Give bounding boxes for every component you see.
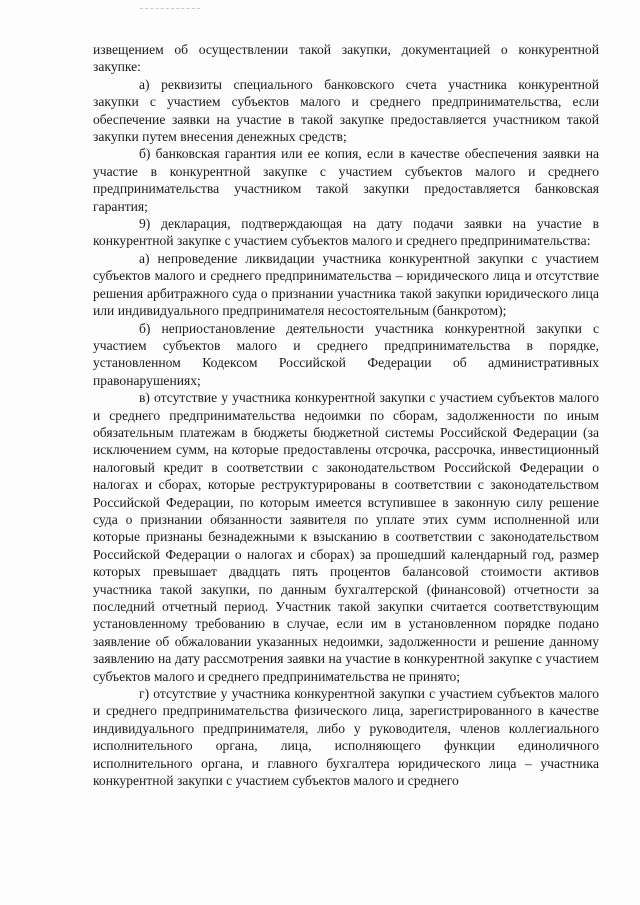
paragraph-item-b-bank-guarantee: б) банковская гарантия или ее копия, если в качестве обеспечения заявки на участие в конкурентной закупке с участием субъектов малого и среднего предпринимательства участником такой закупки предоставляется банковская гарантия; [93, 146, 599, 214]
paragraph-item-v-no-arrears: в) отсутствие у участника конкурентной закупки с участием субъектов малого и среднего предпринимательства недоимки по сборам, задолженности по иным обязательным платежам в бюджеты бюджетной системы Российской Федерации (за исключением сумм, на которые предоставлены отсрочка, рассрочка, инвестиционный налоговый кредит в соответствии с законодательством Российской Федерации о налогах и сборах, которые реструктурированы в соответствии с законодательством Российской Федерации, по которым имеется вступившее в законную силу решение суда о признании обязанности заявителя по уплате этих сумм исполненной или которые признаны безнадежными к взысканию в соответствии с законодательством Российской Федерации о налогах и сборах) за прошедший календарный год, размер которых превышает двадцать пять процентов балансовой стоимости активов участника такой закупки, по данным бухгалтерской (финансовой) отчетности за последний отчетный период. Участник такой закупки считается соответствующим установленному требованию в случае, если им в установленном порядке подано заявление об обжаловании указанных недоимки, задолженности и решение данному заявлению на дату рассмотрения заявки на участие в конкурентной закупке с участием субъектов малого и среднего предпринимательства не принято; [93, 390, 599, 684]
paragraph-item-9-declaration: 9) декларация, подтверждающая на дату подачи заявки на участие в конкурентной закупке с участием субъектов малого и среднего предпринимательства: [93, 216, 599, 249]
paragraph-item-a-bank-account: а) реквизиты специального банковского счета участника конкурентной закупки с участием субъектов малого и среднего предпринимательства, если обеспечение заявки на участие в такой закупке предоставляется участником такой закупки путем внесения денежных средств; [93, 76, 599, 145]
paragraph-item-a-no-liquidation: а) непроведение ликвидации участника конкурентной закупки с участием субъектов малого и среднего предпринимательства – юридического лица и отсутствие решения арбитражного суда о признании участника такой закупки юридического лица или индивидуального предпринимателя несостоятельным (банкротом); [93, 250, 599, 319]
document-body [93, 41, 599, 789]
scan-artifact-mark [140, 8, 200, 10]
paragraph-item-b-no-suspension: б) неприостановление деятельности участника конкурентной закупки с участием субъектов малого и среднего предпринимательства в порядке, установленном Кодексом Российской Федерации об административных правонарушениях; [93, 320, 599, 388]
paragraph-continuation: извещением об осуществлении такой закупки, документацией о конкурентной закупке: [93, 42, 599, 75]
paragraph-item-g-no-criminal-record: г) отсутствие у участника конкурентной закупки с участием субъектов малого и среднего предпринимательства физического лица, зарегистрированного в качестве индивидуального предпринимателя, либо у руководителя, членов коллегиального исполнительного органа, лица, исполняющего функции единоличного исполнительного органа, и главного бухгалтера юридического лица – участника конкурентной закупки с участием субъектов малого и среднего [93, 686, 599, 789]
